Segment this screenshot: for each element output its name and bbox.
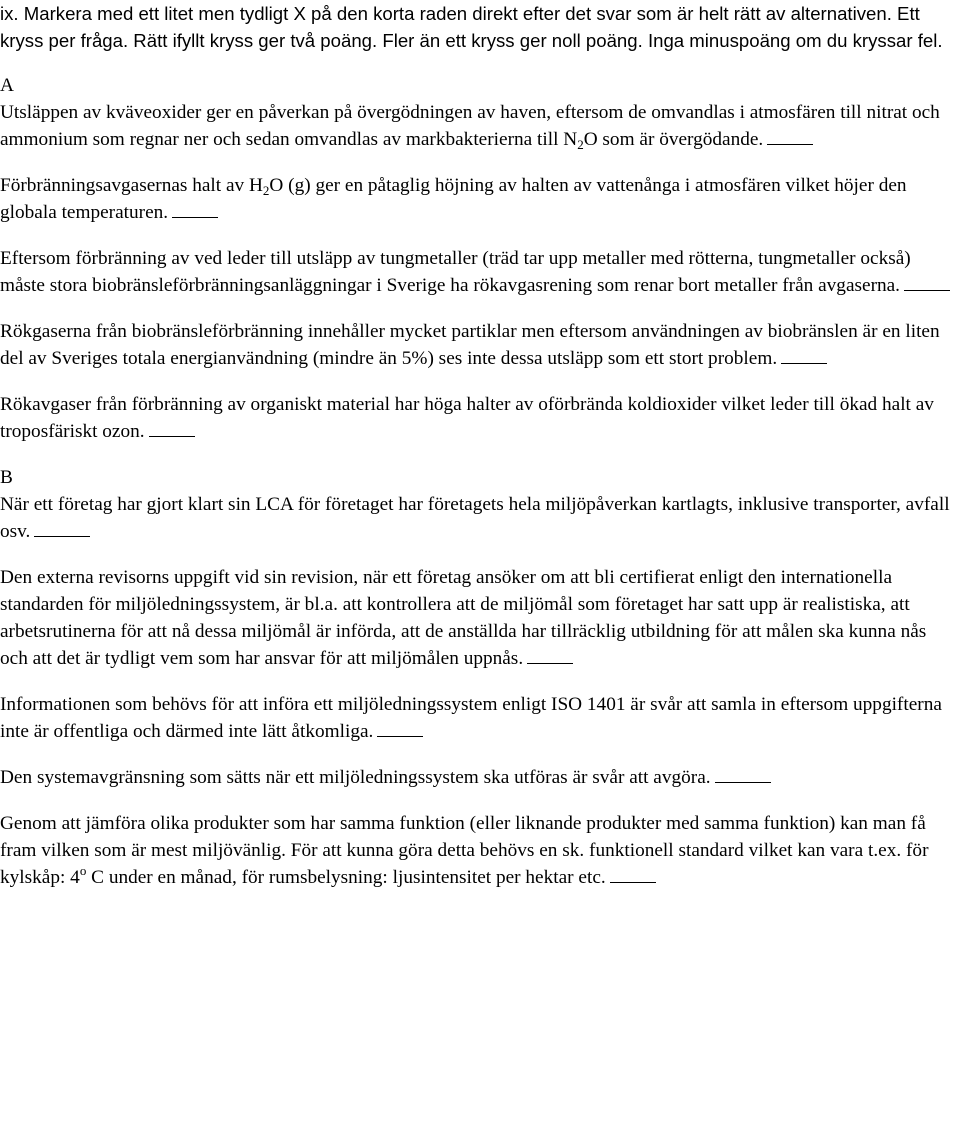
section-b-label: B [0,467,13,488]
statement-b3-text: Informationen som behövs för att införa ett miljöledningssystem enligt ISO 1401 är svår att samla in eftersom uppgifterna inte är offentliga och därmed inte lätt åtkomliga. [0,694,942,742]
statement-b5-text: Genom att jämföra olika produkter som har samma funktion (eller liknande produkter med samma funktion) kan man få fram vilken som är mest miljövänlig. För att kunna göra detta behövs en sk. funktionell standard vilket kan vara t.ex. för kylskåp: 4 [0,813,929,888]
statement-b1-text: När ett företag har gjort klart sin LCA för företaget har företagets hela miljöpåverkan kartlagts, inklusive transporter, avfall osv. [0,494,950,542]
statement-a1-text-end: O som är övergödande. [583,129,764,150]
answer-blank-b1[interactable] [34,518,90,537]
answer-blank-b3[interactable] [377,718,423,737]
answer-blank-a4[interactable] [781,345,827,364]
subscript-2: 2 [262,183,270,198]
subscript-2: 2 [577,137,584,152]
statement-a2-text-end: O (g) ger en påtaglig höjning av halten av vattenånga i atmosfären vilket höjer den globala temperaturen. [0,175,907,223]
statement-b4 [0,764,958,791]
statement-a4 [0,318,958,372]
answer-blank-b2[interactable] [527,645,573,664]
statement-a4-text: Rökgaserna från biobränsleförbränning innehåller mycket partiklar men eftersom användningen av biobränslen är en liten del av Sveriges totala energianvändning (mindre än 5%) ses inte dessa utsläpp som ett stort problem. [0,321,940,369]
statement-b4-text: Den systemavgränsning som sätts när ett miljöledningssystem ska utföras är svår att avgöra. [0,767,711,788]
answer-blank-a3[interactable] [904,272,950,291]
statement-a3-text: Eftersom förbränning av ved leder till utsläpp av tungmetaller (träd tar upp metaller med rötterna, tungmetaller också) måste stora biobränsleförbränningsanläggningar i Sverige ha rökavgasrening som renar bort metaller från avgaserna. [0,248,911,296]
degree-superscript: o [79,863,87,878]
answer-blank-a5[interactable] [149,418,195,437]
statement-b5 [0,810,958,891]
statement-a1 [0,99,958,153]
statement-b2 [0,564,958,672]
statement-b3 [0,691,958,745]
statement-a5-text: Rökavgaser från förbränning av organiskt material har höga halter av oförbrända koldioxider vilket leder till ökad halt av troposfäriskt ozon. [0,394,934,442]
statement-a3 [0,245,958,299]
statement-b5-text-end: C under en månad, för rumsbelysning: ljusintensitet per hektar etc. [86,867,606,888]
statement-a2 [0,172,958,226]
statement-a2-text: Förbränningsavgasernas halt av H [0,175,263,196]
answer-blank-a1[interactable] [767,126,813,145]
instructions-text: ix. Markera med ett litet men tydligt X på den korta raden direkt efter det svar som är helt rätt av alternativen. Ett kryss per fråga. Rätt ifyllt kryss ger två poäng. Fler än ett kryss ger noll poäng. Inga minuspoäng om du kryssar fel. [0,3,943,51]
statement-b2-text: Den externa revisorns uppgift vid sin revision, när ett företag ansöker om att bli certifierat enligt den internationella standarden för miljöledningssystem, är bl.a. att kontrollera att de miljömål som företaget har satt upp är realistiska, att arbetsrutinerna för att nå dessa miljömål är införda, att de anställda har tillräcklig utbildning för att målen ska kunna nås och att det är tydligt vem som har ansvar för att miljömålen uppnås. [0,567,927,669]
statement-a5 [0,391,958,445]
answer-blank-b4[interactable] [715,764,771,783]
statement-a1-text: Utsläppen av kväveoxider ger en påverkan på övergödningen av haven, eftersom de omvandlas i atmosfären till nitrat och ammonium som regnar ner och sedan omvandlas av markbakterierna till N [0,102,940,150]
section-a-label: A [0,75,14,96]
answer-blank-a2[interactable] [172,199,218,218]
answer-blank-b5[interactable] [610,864,656,883]
statement-b1 [0,491,958,545]
